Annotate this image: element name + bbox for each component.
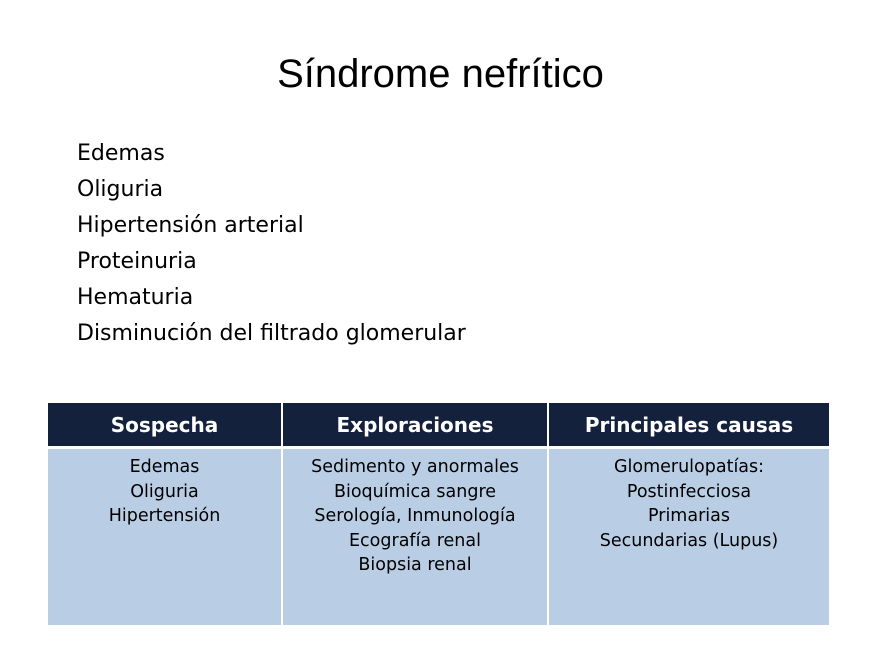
cell-line: Serología, Inmunología [314,506,516,526]
symptom-item: Edemas [77,141,165,166]
cell-line: Primarias [648,506,730,526]
cell-line: Bioquímica sangre [333,481,497,502]
cell-line: Oliguria [130,481,199,502]
symptom-item: Oliguria [77,177,164,202]
symptom-item: Hematuria [77,285,194,310]
header-principales-causas: Principales causas [548,403,829,448]
cell-sospecha [48,448,282,626]
cell-line: Biopsia renal [358,555,472,575]
table-header-row [48,403,829,448]
symptom-item: Disminución del filtrado glomerular [77,321,466,346]
cell-line: Secundarias (Lupus) [599,530,779,551]
symptom-item: Proteinuria [77,249,197,274]
header-sospecha: Sospecha [48,403,282,448]
cell-line: Sedimento y anormales [311,457,519,477]
cell-line: Edemas [129,457,200,477]
symptom-list [77,136,466,352]
table-row [48,448,829,626]
slide-title: Síndrome nefrítico [277,52,604,96]
cell-line: Ecografía renal [349,530,481,551]
summary-table [48,403,829,625]
cell-exploraciones [282,448,548,626]
cell-principales-causas [548,448,829,626]
symptom-item: Hipertensión arterial [77,213,304,238]
cell-line: Glomerulopatías: [613,457,765,477]
cell-line: Postinfecciosa [626,481,752,502]
cell-line: Hipertensión [108,506,221,526]
header-exploraciones: Exploraciones [282,403,548,448]
